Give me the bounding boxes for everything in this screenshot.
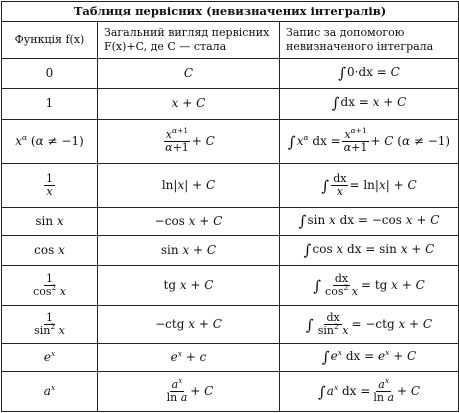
- antiderivatives-table: [1, 1, 459, 412]
- integral-formula: ∫ $\frac{dx}{\sin^2 x}$ = −ctg x + C: [305, 311, 433, 337]
- integral-formula: ∫ $\frac{dx}{\cos^2 x}$ = tg x + C: [313, 272, 425, 298]
- integral-formula: ∫cos x dx = sin x + C: [303, 240, 435, 259]
- primitive-formula: sin x + C: [160, 242, 217, 257]
- integral-cell: [280, 344, 459, 372]
- function-formula: $x^\alpha$ (α ≠ −1): [15, 132, 84, 148]
- integral-cell: [280, 120, 459, 164]
- primitive-formula: C: [183, 65, 194, 80]
- primitive-cell: [98, 344, 280, 372]
- function-cell: [2, 306, 98, 344]
- integral-formula: $\int a^x$ dx = $\frac{a^x}{\text{ln a}}$ + C: [317, 376, 421, 404]
- function-formula: $a^x$: [43, 382, 56, 398]
- function-cell: [2, 89, 98, 120]
- function-formula: sin x: [35, 213, 64, 228]
- header-integral: Запис за допомогою невизначеного інтеграла: [280, 22, 459, 59]
- primitive-formula: −ctg x + C: [155, 316, 222, 331]
- primitive-formula: $\frac{a^x}{\text{ln a}}$ + C: [166, 376, 214, 404]
- header-primitive: Загальний вигляд первісних F(x)+C, де C — стала: [98, 22, 280, 59]
- integral-cell: [280, 266, 459, 306]
- function-cell: [2, 120, 98, 164]
- table-row: [2, 59, 459, 89]
- function-cell: [2, 208, 98, 236]
- function-formula: $\frac{1}{\sin^2 x}$: [34, 311, 65, 337]
- primitive-cell: [98, 59, 280, 89]
- integral-formula: $\int x^\alpha$ dx = $\frac{x^{\alpha+1}}{\alpha+1}$ + C (α ≠ −1): [287, 126, 451, 154]
- table-row: [2, 344, 459, 372]
- primitive-formula: ln|x| + C: [161, 177, 216, 192]
- primitive-formula: tg x + C: [163, 277, 214, 292]
- integral-formula: ∫dx = x + C: [331, 94, 407, 113]
- primitive-cell: [98, 164, 280, 208]
- header-function: Функція f(x): [2, 22, 98, 59]
- function-formula: $\frac{1}{\cos^2 x}$: [33, 272, 66, 298]
- function-formula: 0: [45, 65, 54, 80]
- function-cell: [2, 344, 98, 372]
- function-cell: [2, 266, 98, 306]
- function-cell: [2, 372, 98, 412]
- primitive-formula: $e^x + c$: [170, 348, 207, 364]
- primitive-cell: [98, 306, 280, 344]
- function-cell: [2, 59, 98, 89]
- table-row: [2, 306, 459, 344]
- integral-formula: ∫0·dx = C: [338, 63, 400, 82]
- table-row: [2, 120, 459, 164]
- function-cell: [2, 164, 98, 208]
- table-row: [2, 372, 459, 412]
- primitive-cell: [98, 89, 280, 120]
- table-row: [2, 164, 459, 208]
- integral-cell: [280, 164, 459, 208]
- primitive-cell: [98, 208, 280, 236]
- table-row: [2, 266, 459, 306]
- table-row: [2, 208, 459, 236]
- function-cell: [2, 236, 98, 266]
- integral-formula: ∫ $\frac{dx}{x}$ = ln|x| + C: [321, 172, 417, 198]
- table-row: [2, 236, 459, 266]
- function-formula: cos x: [34, 242, 65, 257]
- integral-cell: [280, 59, 459, 89]
- primitive-cell: [98, 236, 280, 266]
- function-formula: 1: [45, 96, 54, 111]
- integral-cell: [280, 306, 459, 344]
- function-formula: $e^x$: [43, 348, 56, 364]
- integral-cell: [280, 89, 459, 120]
- table-title: Таблиця первісних (невизначених інтегралів): [2, 2, 459, 22]
- primitive-formula: −cos x + C: [154, 213, 223, 228]
- primitive-formula: x + C: [171, 96, 206, 111]
- primitive-formula: $\frac{x^{\alpha+1}}{\alpha+1}$ + C: [165, 126, 215, 154]
- primitive-cell: [98, 372, 280, 412]
- integral-formula: $\int e^x$ dx = $e^x + C$: [321, 347, 417, 366]
- primitive-cell: [98, 120, 280, 164]
- function-formula: $\frac{1}{x}$: [46, 172, 53, 198]
- integral-cell: [280, 208, 459, 236]
- integral-cell: [280, 236, 459, 266]
- integral-formula: ∫sin x dx = −cos x + C: [298, 211, 440, 230]
- primitive-cell: [98, 266, 280, 306]
- integral-cell: [280, 372, 459, 412]
- table-row: [2, 89, 459, 120]
